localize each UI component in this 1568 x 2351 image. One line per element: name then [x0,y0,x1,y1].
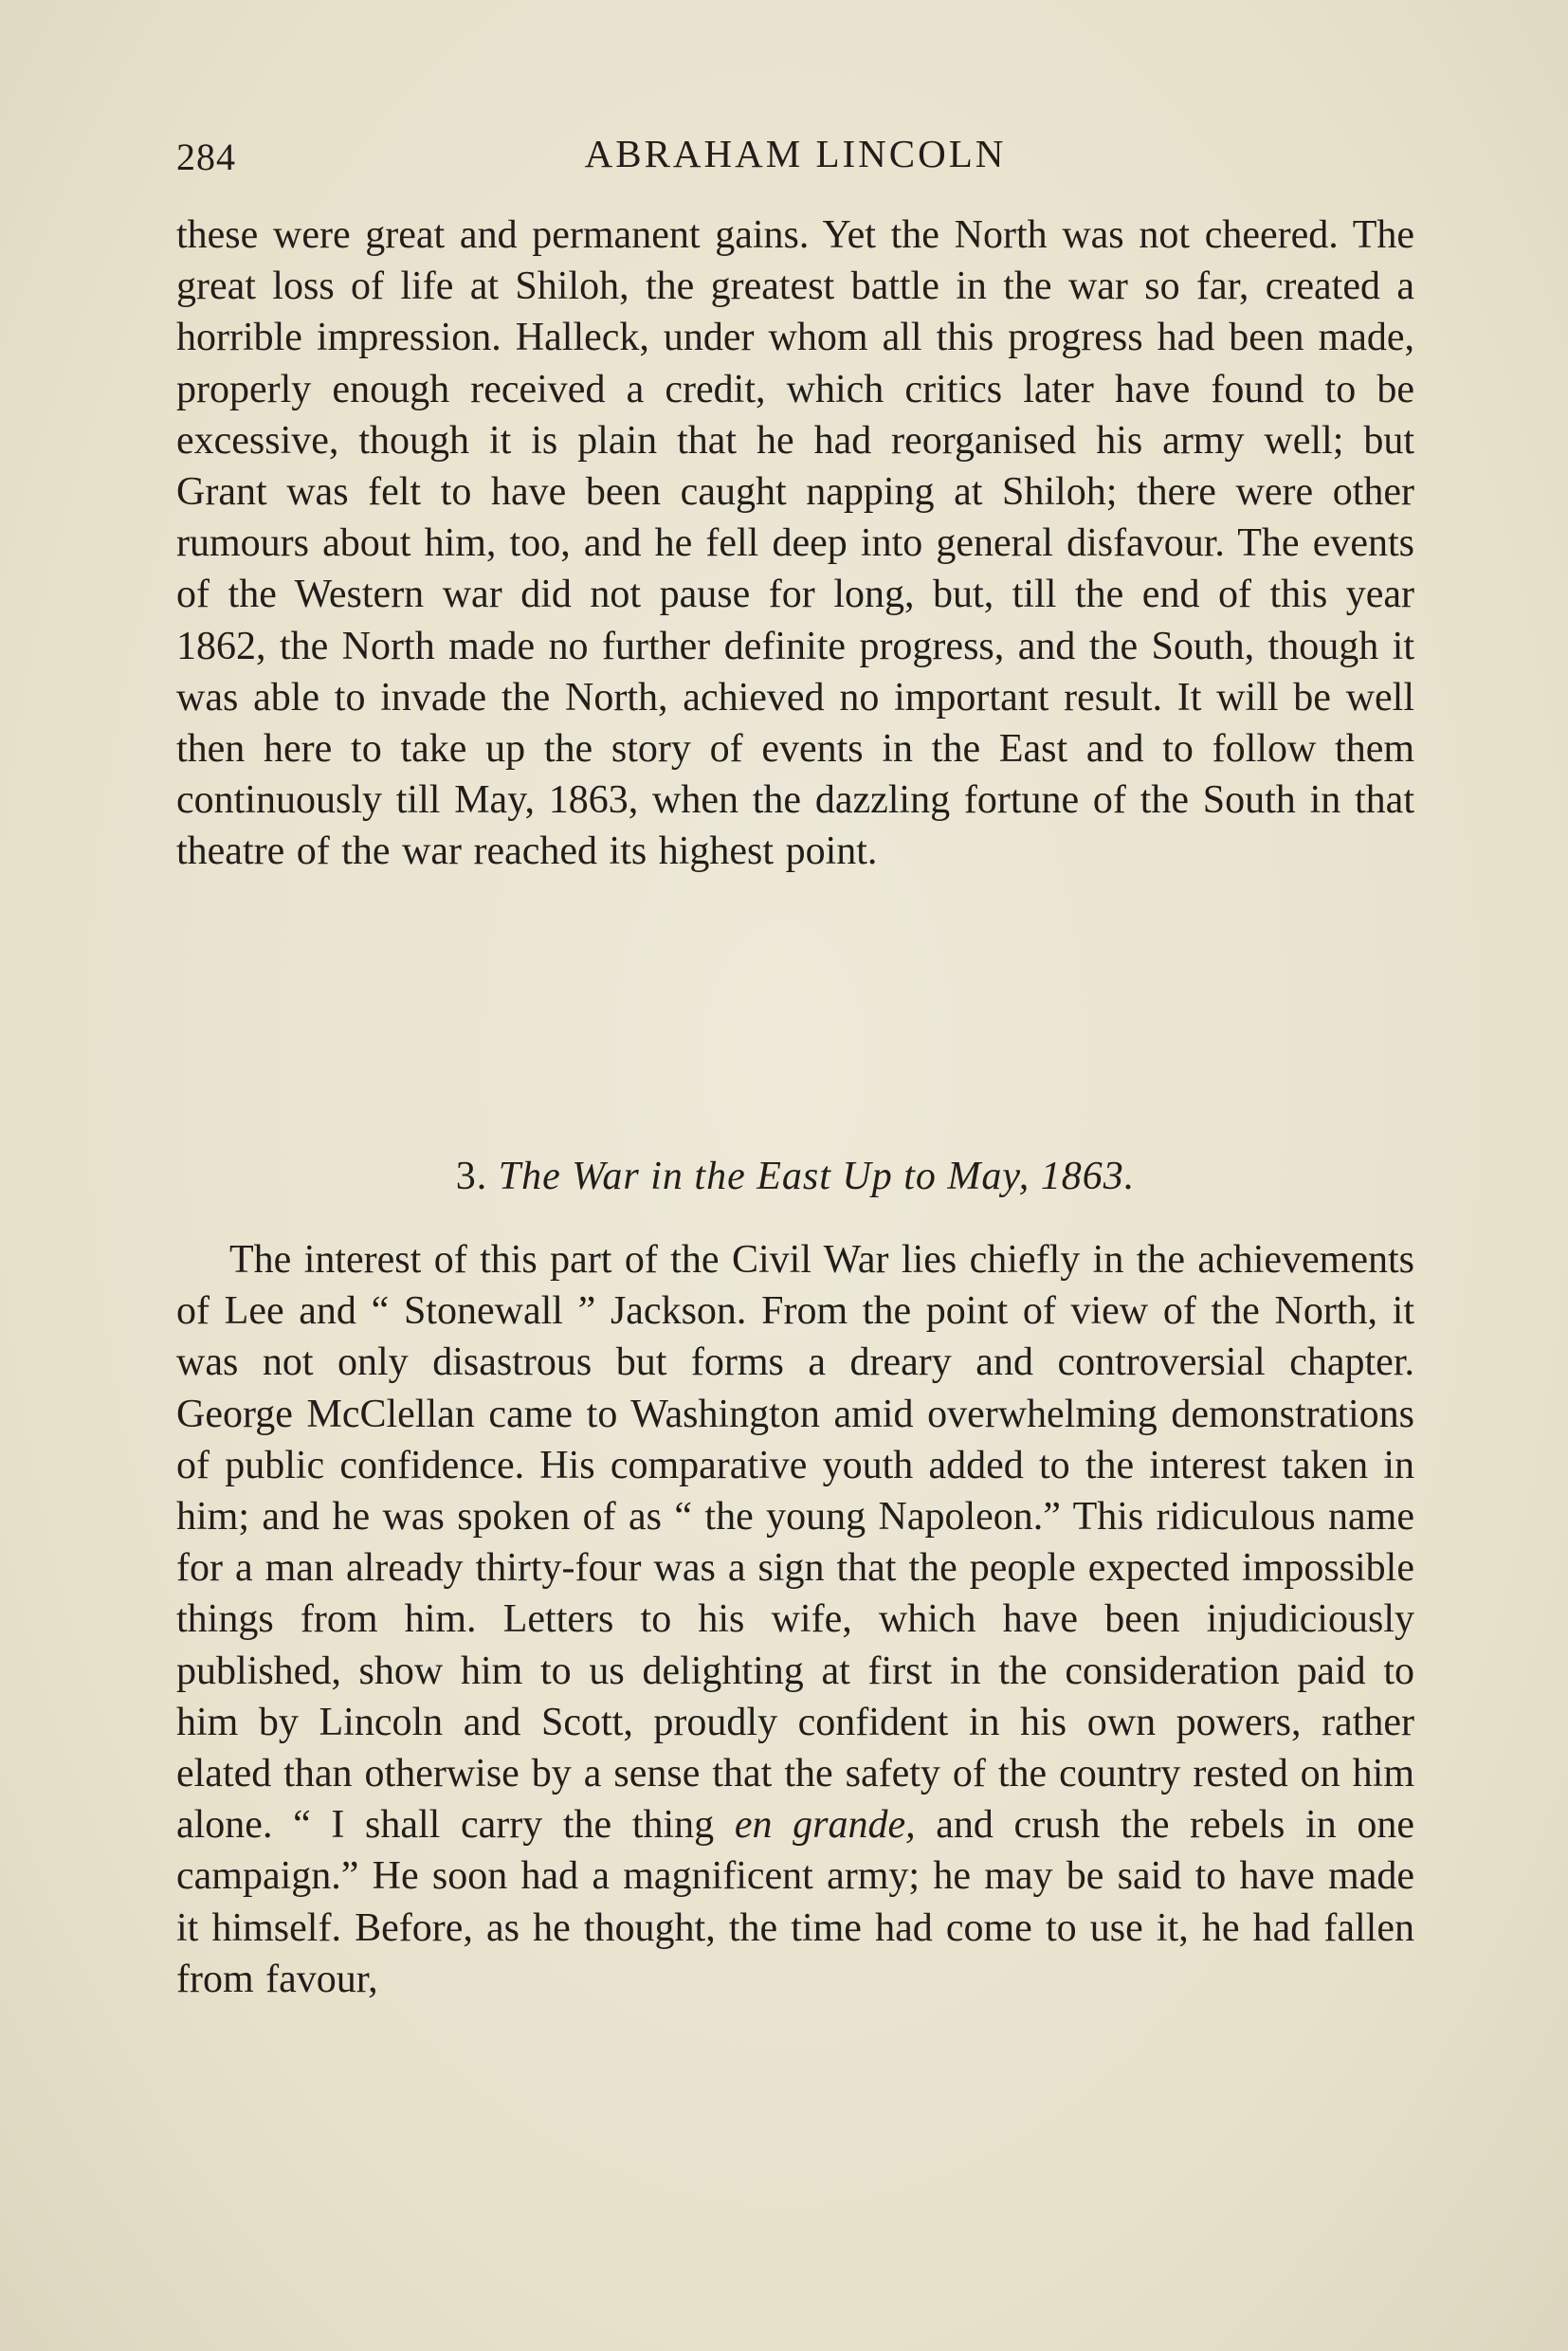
paragraph-2-italic-phrase: en grande, [734,1803,916,1848]
paragraph-1: these were great and permanent gains. Yet the North was not cheered. The great loss of life at Shiloh, the greatest battle in the war so far, created a horrible impression. Halleck, under whom all this progress had been made, properly enough received a credit, which critics later have found to be excessive, though it is plain that he had reorganised his army well; but Grant was felt to have been caught napping at Shiloh; there were other rumours about him, too, and he fell deep into general disfavour. The events of the Western war did not pause for long, but, till the end of this year 1862, the North made no further definite progress, and the South, though it was able to invade the North, achieved no important result. It will be well then here to take up the story of events in the East and to follow them continuously till May, 1863, when the dazzling fortune of the South in that theatre of the war reached its highest point. [176,213,1414,874]
page-header [176,131,1414,188]
section-heading [176,1150,1414,1203]
paragraph-2-text-end: and crush the rebels in one campaign.” He soon had a magnificent army; he may be said to have made it himself. Before, as he thought, the time had come to use it, he had fallen from favour, [176,1803,1414,2001]
page-number: 284 [176,136,236,178]
section-number: 3. [455,1155,488,1198]
running-head: ABRAHAM LINCOLN [584,132,1007,175]
section-title: The War in the East Up to May, 1863. [498,1155,1136,1198]
paragraph-2-text-start: The interest of this part of the Civil War lies chiefly in the achievements of Lee and “ Stonewall ” Jackson. From the point of view of the North, it was not only disastrous but forms a dreary and controversial chapter. George McClellan came to Washington amid overwhelming demonstrations of public confidence. His comparative youth added to the interest taken in him; and he was spoken of as “ the young Napoleon.” This ridiculous name for a man already thirty-four was a sign that the people expected impossible things from him. Letters to his wife, which have been injudiciously published, show him to us delighting at first in the consideration paid to him by Lincoln and Scott, proudly confident in his own powers, rather elated than otherwise by a sense that the safety of the country rested on him alone. “ I shall carry the thing [176,1238,1414,1848]
paragraph-2 [176,1234,1414,2005]
